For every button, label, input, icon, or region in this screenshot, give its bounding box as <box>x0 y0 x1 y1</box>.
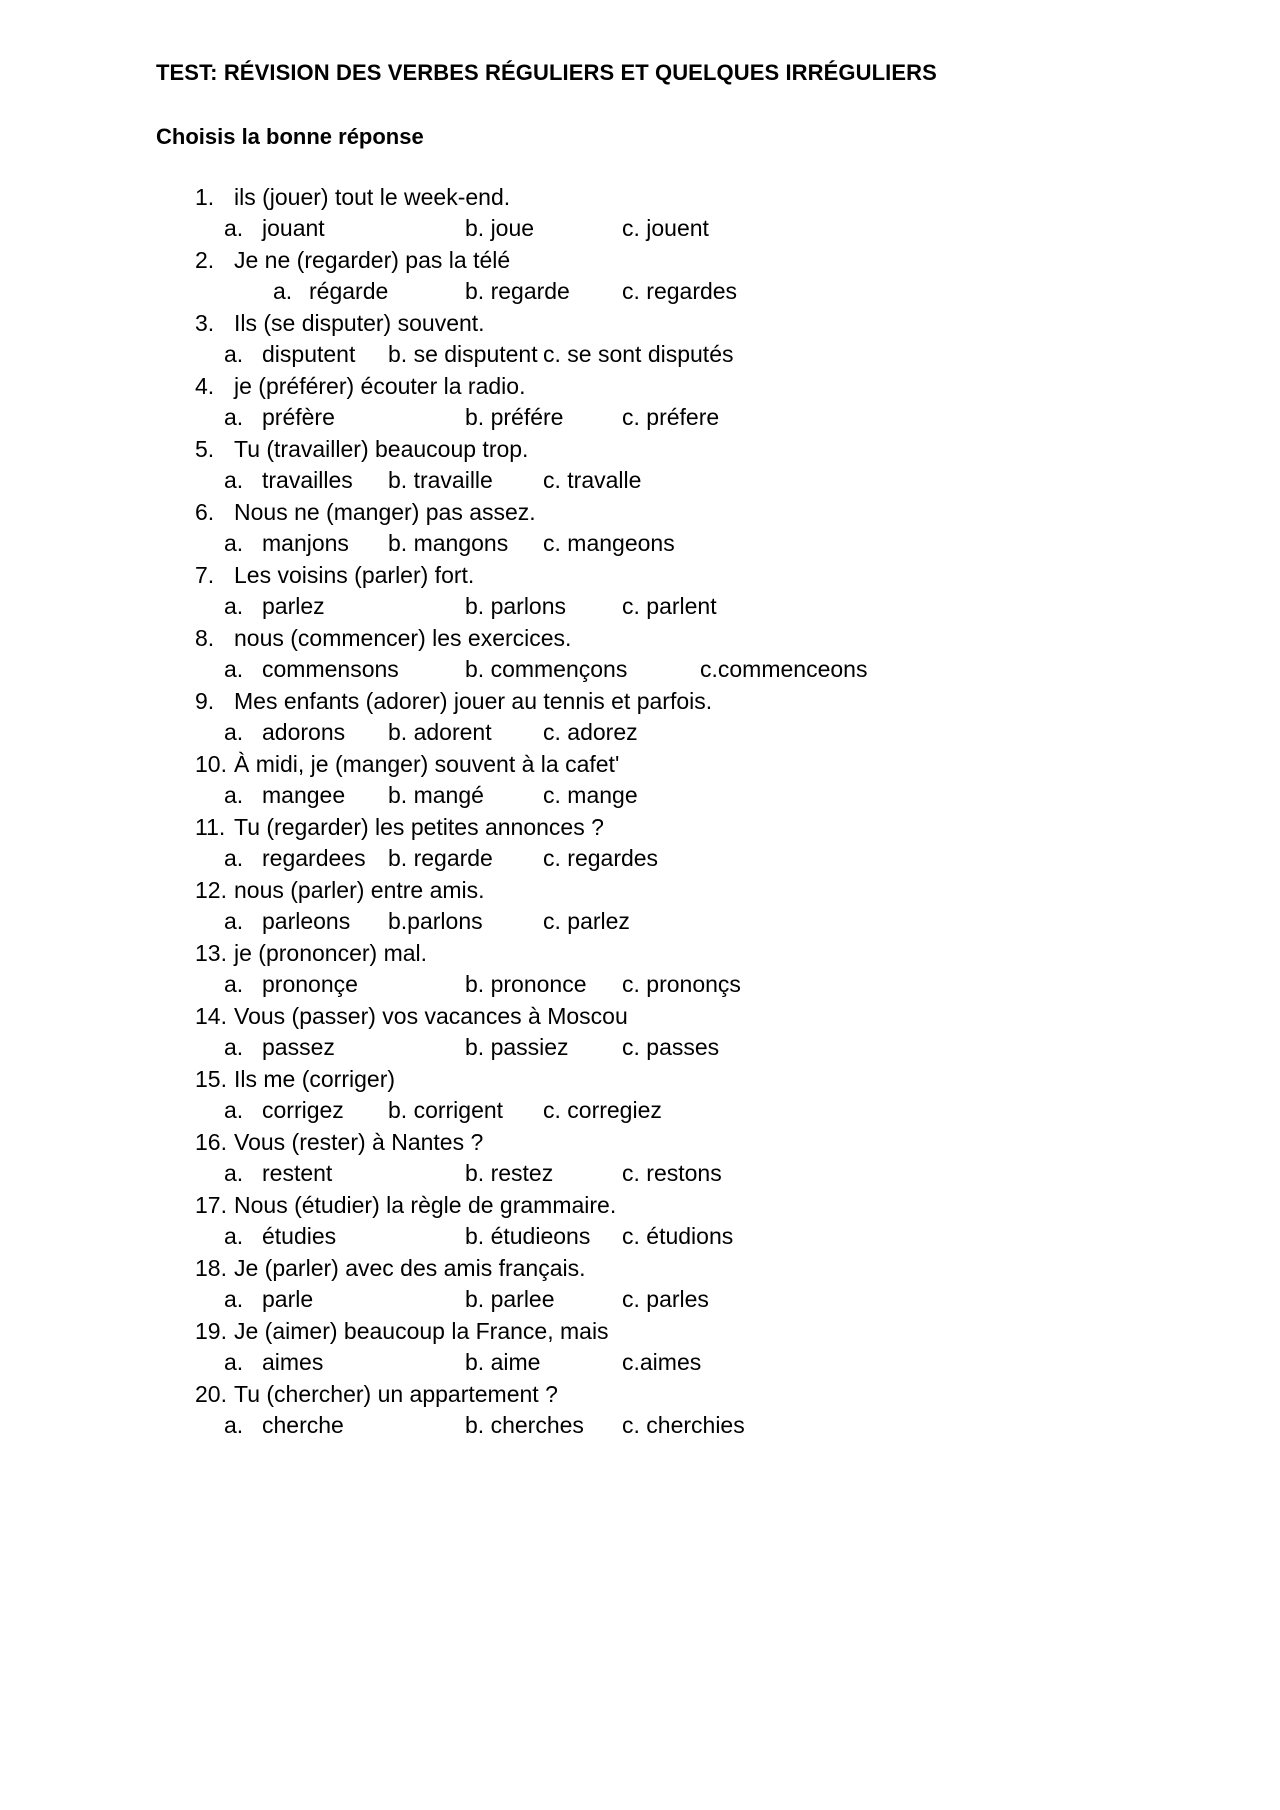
option-c[interactable]: c. travalle <box>543 467 642 493</box>
option-a-letter: a. <box>224 1223 244 1249</box>
question-text: Ils me (corriger) <box>234 1066 396 1092</box>
question-number: 10. <box>195 751 227 777</box>
question-number: 5. <box>195 436 215 462</box>
option-c[interactable]: c. prononçs <box>622 971 741 997</box>
question-text: Vous (passer) vos vacances à Moscou <box>234 1003 628 1029</box>
option-a-letter: a. <box>224 971 244 997</box>
option-a[interactable]: manjons <box>262 530 349 556</box>
option-a-letter: a. <box>224 1349 244 1375</box>
option-b[interactable]: b. préfére <box>465 404 564 430</box>
option-c[interactable]: c.aimes <box>622 1349 702 1375</box>
question-number: 7. <box>195 562 215 588</box>
question-number: 4. <box>195 373 215 399</box>
option-a[interactable]: parleons <box>262 908 351 934</box>
question-text: nous (parler) entre amis. <box>234 877 485 903</box>
option-b[interactable]: b. mangons <box>388 530 509 556</box>
instruction: Choisis la bonne réponse <box>156 124 424 149</box>
option-a[interactable]: mangee <box>262 782 346 808</box>
question-text: Vous (rester) à Nantes ? <box>234 1129 484 1155</box>
option-c[interactable]: c. passes <box>622 1034 720 1060</box>
option-c[interactable]: c. restons <box>622 1160 722 1186</box>
option-a-letter: a. <box>224 1286 244 1312</box>
option-a-letter: a. <box>224 530 244 556</box>
option-a-letter: a. <box>224 593 244 619</box>
option-b[interactable]: b. travaille <box>388 467 493 493</box>
question-text: nous (commencer) les exercices. <box>234 625 572 651</box>
option-a[interactable]: jouant <box>262 215 325 241</box>
option-c[interactable]: c. regardes <box>543 845 659 871</box>
option-a-letter: a. <box>224 908 244 934</box>
option-a-letter: a. <box>224 341 244 367</box>
option-b[interactable]: b. joue <box>465 215 535 241</box>
question-text: Je ne (regarder) pas la télé <box>234 247 511 273</box>
question-number: 12. <box>195 877 227 903</box>
option-a-letter: a. <box>224 404 244 430</box>
question-number: 15. <box>195 1066 227 1092</box>
option-c[interactable]: c. mange <box>543 782 638 808</box>
question-text: ils (jouer) tout le week-end. <box>234 184 511 210</box>
question-text: À midi, je (manger) souvent à la cafet' <box>234 751 620 777</box>
question-text: Ils (se disputer) souvent. <box>234 310 485 336</box>
option-c[interactable]: c. se sont disputés <box>543 341 734 367</box>
option-a[interactable]: passez <box>262 1034 335 1060</box>
option-a[interactable]: corrigez <box>262 1097 344 1123</box>
option-a-letter: a. <box>224 656 244 682</box>
question-number: 14. <box>195 1003 227 1029</box>
option-a-letter: a. <box>224 719 244 745</box>
question-number: 19. <box>195 1318 227 1344</box>
question-text: Tu (travailler) beaucoup trop. <box>234 436 529 462</box>
option-a[interactable]: disputent <box>262 341 356 367</box>
option-a[interactable]: régarde <box>309 278 389 304</box>
option-a-letter: a. <box>224 467 244 493</box>
option-a-letter: a. <box>224 782 244 808</box>
option-b[interactable]: b. passiez <box>465 1034 569 1060</box>
option-a[interactable]: commensons <box>262 656 399 682</box>
question-text: Je (aimer) beaucoup la France, mais <box>234 1318 609 1344</box>
option-a[interactable]: travailles <box>262 467 353 493</box>
question-number: 13. <box>195 940 227 966</box>
option-c[interactable]: c. jouent <box>622 215 709 241</box>
option-a-letter: a. <box>224 1034 244 1060</box>
question-number: 8. <box>195 625 215 651</box>
option-b[interactable]: b. adorent <box>388 719 492 745</box>
option-b[interactable]: b. restez <box>465 1160 554 1186</box>
option-c[interactable]: c. étudions <box>622 1223 734 1249</box>
option-c[interactable]: c. préfere <box>622 404 720 430</box>
question-number: 11. <box>195 814 226 840</box>
question-text: Je (parler) avec des amis français. <box>234 1255 586 1281</box>
option-b[interactable]: b.parlons <box>388 908 483 934</box>
option-a-letter: a. <box>224 215 244 241</box>
option-b[interactable]: b. prononce <box>465 971 587 997</box>
option-a[interactable]: prononçe <box>262 971 358 997</box>
option-a[interactable]: cherche <box>262 1412 344 1438</box>
question-number: 3. <box>195 310 215 336</box>
option-a-letter: a. <box>273 278 293 304</box>
question-number: 16. <box>195 1129 227 1155</box>
question-text: Mes enfants (adorer) jouer au tennis et parfois. <box>234 688 713 714</box>
option-a[interactable]: adorons <box>262 719 346 745</box>
question-text: Tu (regarder) les petites annonces ? <box>234 814 604 840</box>
option-a-letter: a. <box>224 1160 244 1186</box>
question-text: Tu (chercher) un appartement ? <box>234 1381 558 1407</box>
option-a[interactable]: parlez <box>262 593 325 619</box>
option-a-letter: a. <box>224 1412 244 1438</box>
option-b[interactable]: b. regarde <box>465 278 570 304</box>
option-b[interactable]: b. regarde <box>388 845 493 871</box>
option-b[interactable]: b. se disputent <box>388 341 538 367</box>
option-c[interactable]: c. corregiez <box>543 1097 662 1123</box>
option-c[interactable]: c. mangeons <box>543 530 675 556</box>
option-a[interactable]: aimes <box>262 1349 324 1375</box>
option-a[interactable]: étudies <box>262 1223 337 1249</box>
option-c[interactable]: c. regardes <box>622 278 738 304</box>
option-a-letter: a. <box>224 845 244 871</box>
option-b[interactable]: b. commençons <box>465 656 628 682</box>
question-number: 2. <box>195 247 215 273</box>
question-number: 20. <box>195 1381 227 1407</box>
question-text: Nous ne (manger) pas assez. <box>234 499 536 525</box>
option-a[interactable]: parle <box>262 1286 314 1312</box>
option-c[interactable]: c. cherchies <box>622 1412 745 1438</box>
question-number: 9. <box>195 688 215 714</box>
question-text: je (prononcer) mal. <box>234 940 428 966</box>
option-b[interactable]: b. étudieons <box>465 1223 591 1249</box>
question-number: 17. <box>195 1192 227 1218</box>
question-number: 1. <box>195 184 215 210</box>
option-b[interactable]: b. parlee <box>465 1286 555 1312</box>
option-a[interactable]: restent <box>262 1160 333 1186</box>
option-c[interactable]: c. parles <box>622 1286 709 1312</box>
question-text: Les voisins (parler) fort. <box>234 562 475 588</box>
option-c[interactable]: c.commenceons <box>700 656 868 682</box>
option-a[interactable]: regardees <box>262 845 366 871</box>
option-b[interactable]: b. corrigent <box>388 1097 504 1123</box>
question-text: Nous (étudier) la règle de grammaire. <box>234 1192 617 1218</box>
page-title: TEST: RÉVISION DES VERBES RÉGULIERS ET QUELQUES IRRÉGULIERS <box>156 60 937 85</box>
option-c[interactable]: c. parlez <box>543 908 630 934</box>
option-b[interactable]: b. mangé <box>388 782 484 808</box>
option-a-letter: a. <box>224 1097 244 1123</box>
question-text: je (préférer) écouter la radio. <box>234 373 526 399</box>
question-number: 18. <box>195 1255 227 1281</box>
option-b[interactable]: b. parlons <box>465 593 567 619</box>
option-a[interactable]: préfère <box>262 404 335 430</box>
option-c[interactable]: c. adorez <box>543 719 638 745</box>
option-b[interactable]: b. cherches <box>465 1412 584 1438</box>
option-b[interactable]: b. aime <box>465 1349 541 1375</box>
option-c[interactable]: c. parlent <box>622 593 717 619</box>
question-number: 6. <box>195 499 215 525</box>
